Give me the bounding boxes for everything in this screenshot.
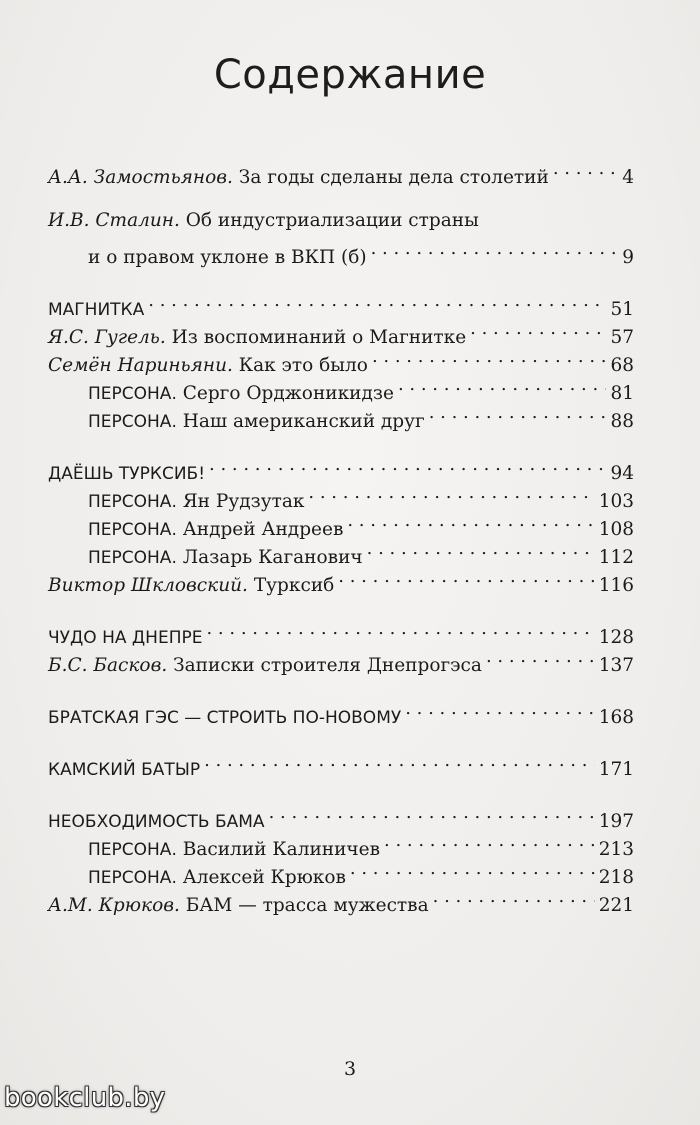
toc-page-number: 51 (610, 299, 634, 320)
toc-section-title: БРАТСКАЯ ГЭС — СТРОИТЬ ПО-НОВОМУ (48, 708, 402, 728)
dot-leader (148, 287, 606, 315)
toc-entry (48, 155, 634, 188)
toc-title: Об индустриализации страны (185, 210, 479, 231)
toc-page-number: 81 (610, 383, 634, 404)
toc-section-title: НЕОБХОДИМОСТЬ БАМА (48, 812, 265, 832)
dot-leader (269, 799, 595, 827)
persona-tag: ПЕРСОНА. (88, 840, 177, 860)
site-watermark: bookclub.by (4, 1083, 166, 1113)
dot-leader (405, 695, 594, 723)
toc-title: Наш американский друг (182, 411, 425, 432)
dot-leader (204, 747, 595, 775)
page-number: 3 (343, 1058, 357, 1080)
toc-page-number: 213 (598, 839, 634, 860)
toc-page-number: 57 (610, 327, 634, 348)
toc-page-number: 218 (598, 867, 634, 888)
toc-page-number: 221 (598, 895, 634, 916)
toc-section (48, 747, 634, 780)
toc-page-number: 128 (598, 627, 634, 648)
toc-title: Записки строителя Днепрогэса (173, 655, 482, 676)
toc-page-number: 108 (598, 519, 634, 540)
toc-page-number: 168 (598, 707, 634, 728)
toc-section-title: ДАЁШЬ ТУРКСИБ! (48, 464, 206, 484)
toc-page-number: 88 (610, 411, 634, 432)
toc-title: За годы сделаны дела столетий (238, 167, 549, 188)
toc-page-number: 68 (610, 355, 634, 376)
persona-tag: ПЕРСОНА. (88, 520, 177, 540)
toc-page-number: 197 (598, 811, 634, 832)
toc-author: Семён Нариньяни. (48, 355, 233, 376)
persona-tag: ПЕРСОНА. (88, 412, 177, 432)
persona-tag: ПЕРСОНА. (88, 492, 177, 512)
toc-author: И.В. Сталин. (48, 210, 180, 231)
toc-page-number: 137 (598, 655, 634, 676)
page-title: Содержание (213, 52, 487, 98)
dot-leader (470, 315, 606, 343)
toc-author: А.А. Замостьянов. (48, 167, 233, 188)
persona-tag: ПЕРСОНА. (88, 548, 177, 568)
toc-title: Из воспоминаний о Магнитке (171, 327, 467, 348)
dot-leader (350, 855, 595, 883)
toc-section (48, 451, 634, 484)
toc-title: Алексей Крюков (182, 867, 346, 888)
toc-page-number: 171 (598, 759, 634, 780)
toc-author: Б.С. Басков. (48, 655, 168, 676)
dot-leader (372, 343, 607, 371)
dot-leader (206, 615, 594, 643)
persona-tag: ПЕРСОНА. (88, 868, 177, 888)
toc-page-number: 9 (622, 247, 634, 268)
toc-title: Турксиб (253, 575, 335, 596)
dot-leader (209, 451, 606, 479)
toc-section (48, 695, 634, 728)
table-of-contents (48, 155, 634, 916)
toc-title: Ян Рудзутак (182, 491, 305, 512)
toc-title: Василий Калиничев (182, 839, 381, 860)
toc-page-number: 112 (598, 547, 634, 568)
dot-leader (398, 371, 607, 399)
dot-leader (308, 479, 594, 507)
toc-section (48, 799, 634, 832)
toc-title-continuation: и о правом уклоне в ВКП (б) (88, 247, 367, 268)
toc-section-title: ЧУДО НА ДНЕПРЕ (48, 628, 203, 648)
toc-author: Виктор Шкловский. (48, 575, 248, 596)
dot-leader (367, 535, 595, 563)
toc-page-number: 116 (598, 575, 634, 596)
toc-title: Серго Орджоникидзе (182, 383, 394, 404)
dot-leader (347, 507, 594, 535)
toc-entry-continuation (48, 235, 634, 268)
dot-leader (553, 155, 618, 183)
toc-author: Я.С. Гугель. (48, 327, 166, 348)
toc-title: БАМ — трасса мужества (185, 895, 429, 916)
toc-page-number: 4 (622, 167, 634, 188)
dot-leader (429, 399, 607, 427)
dot-leader (371, 235, 619, 263)
dot-leader (338, 563, 594, 591)
dot-leader (433, 883, 595, 911)
toc-author: А.М. Крюков. (48, 895, 180, 916)
persona-tag: ПЕРСОНА. (88, 384, 177, 404)
toc-title: Лазарь Каганович (182, 547, 363, 568)
toc-entry (48, 207, 634, 235)
toc-page-number: 94 (610, 463, 634, 484)
dot-leader (384, 827, 595, 855)
toc-title: Андрей Андреев (182, 519, 344, 540)
toc-title: Как это было (238, 355, 368, 376)
toc-section (48, 287, 634, 320)
toc-section (48, 615, 634, 648)
toc-section-title: КАМСКИЙ БАТЫР (48, 760, 201, 780)
dot-leader (486, 643, 595, 671)
toc-section-title: МАГНИТКА (48, 300, 145, 320)
toc-page-number: 103 (598, 491, 634, 512)
